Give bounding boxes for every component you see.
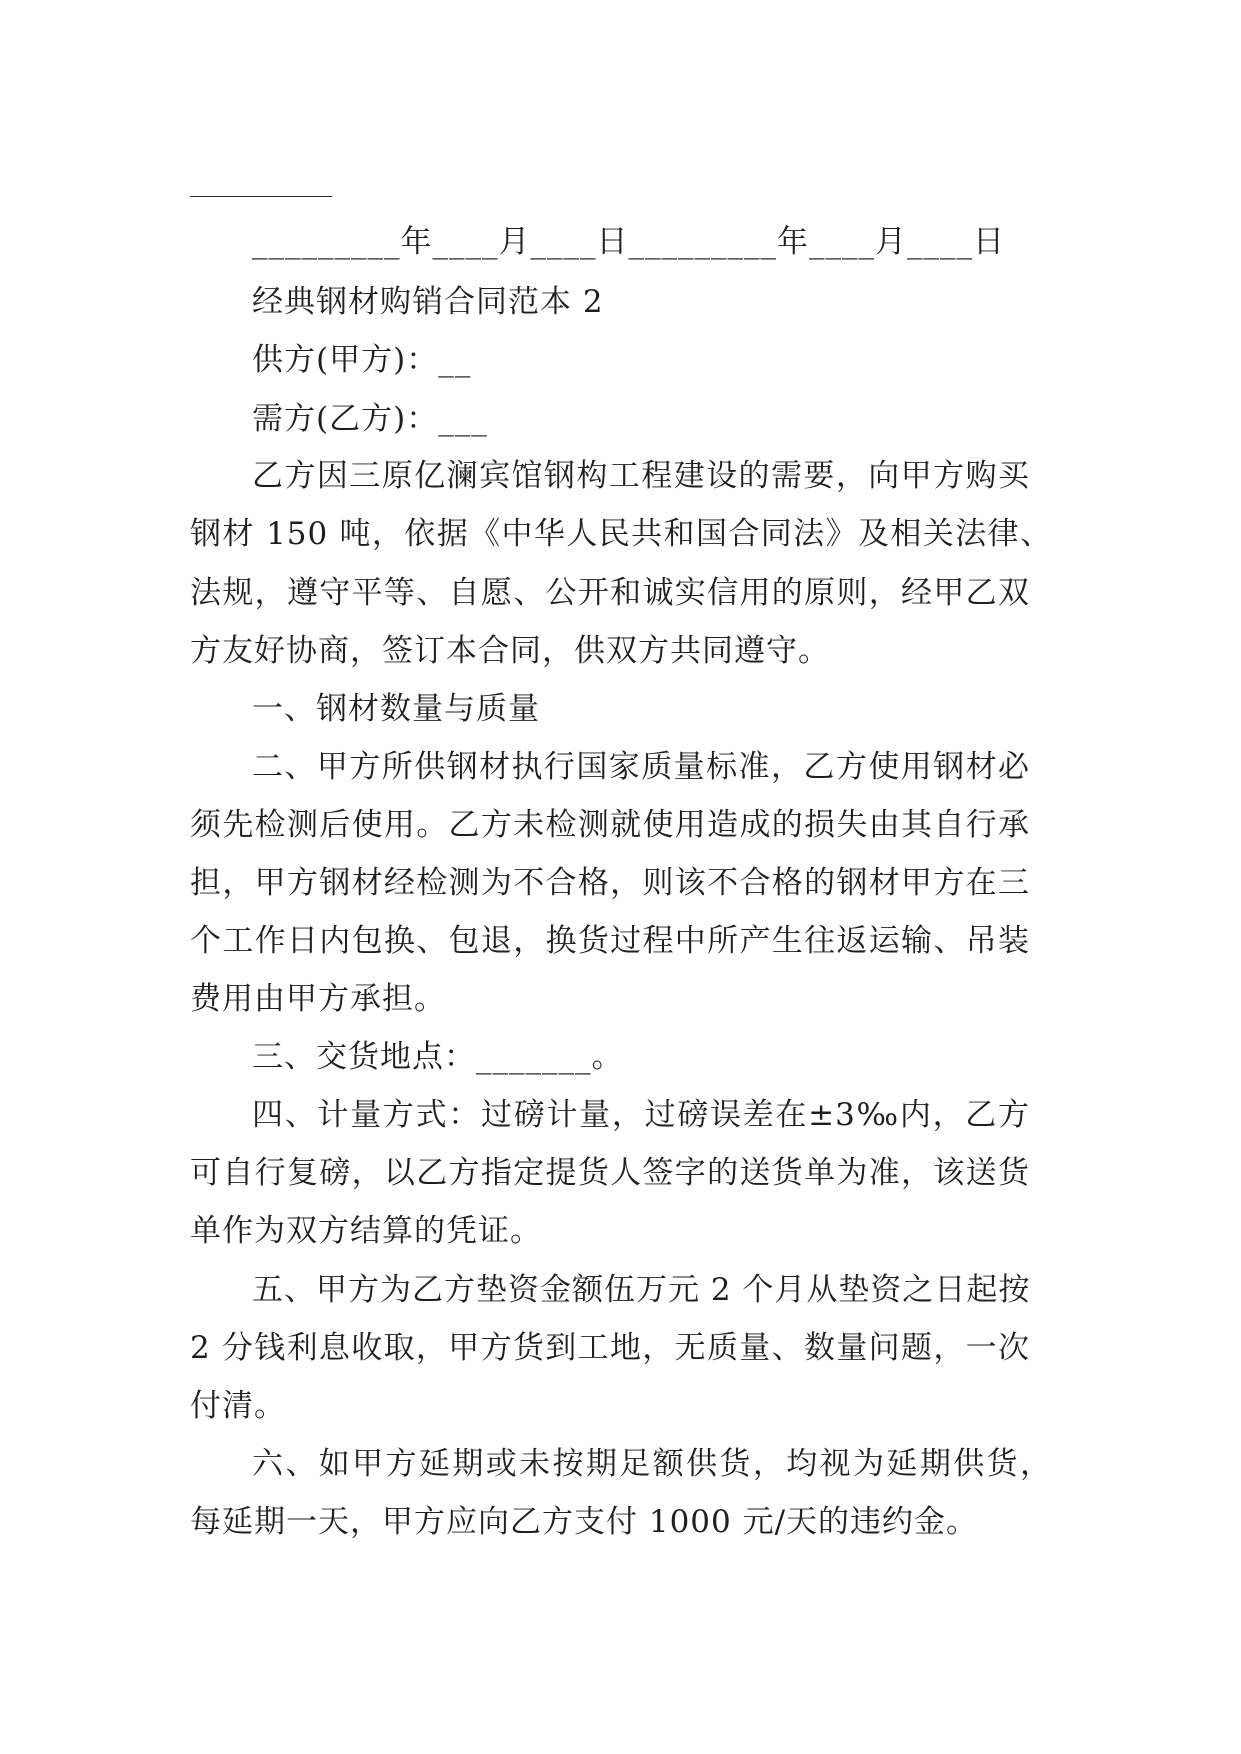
document-title: 经典钢材购销合同范本 2 <box>252 284 604 320</box>
section-4-line-2: 可自行复磅，以乙方指定提货人签字的送货单为准，该送货 <box>190 1155 1030 1191</box>
section-5-line-2: 2 分钱利息收取，甲方货到工地，无质量、数量问题，一次 <box>190 1330 1030 1366</box>
section-3-line: 三、交货地点：_______。 <box>252 1039 624 1075</box>
section-2-line-2: 须先检测后使用。乙方未检测就使用造成的损失由其自行承 <box>190 807 1030 843</box>
section-2-line-1: 二、甲方所供钢材执行国家质量标准，乙方使用钢材必 <box>252 749 1030 785</box>
section-5-line-3: 付清。 <box>190 1388 286 1424</box>
section-2-line-5: 费用由甲方承担。 <box>190 981 446 1017</box>
section-4-line-3: 单作为双方结算的凭证。 <box>190 1213 542 1249</box>
intro-line-3: 法规，遵守平等、自愿、公开和诚实信用的原则，经甲乙双 <box>190 575 1030 611</box>
buyer-line: 需方(乙方)：___ <box>252 401 488 437</box>
supplier-line: 供方(甲方)：__ <box>252 342 472 378</box>
signature-blank-line <box>190 196 332 197</box>
intro-line-4: 方友好协商，签订本合同，供双方共同遵守。 <box>190 633 830 669</box>
section-2-line-3: 担，甲方钢材经检测为不合格，则该不合格的钢材甲方在三 <box>190 865 1030 901</box>
section-4-line-1: 四、计量方式：过磅计量，过磅误差在±3‰内，乙方 <box>252 1097 1030 1133</box>
section-2-line-4: 个工作日内包换、包退，换货过程中所产生往返运输、吊装 <box>190 923 1030 959</box>
intro-line-1: 乙方因三原亿澜宾馆钢构工程建设的需要，向甲方购买 <box>252 458 1030 494</box>
section-6-line-2: 每延期一天，甲方应向乙方支付 1000 元/天的违约金。 <box>190 1504 979 1540</box>
section-1-heading: 一、钢材数量与质量 <box>252 691 540 727</box>
section-5-line-1: 五、甲方为乙方垫资金额伍万元 2 个月从垫资之日起按 <box>252 1272 1031 1308</box>
intro-line-2: 钢材 150 吨，依据《中华人民共和国合同法》及相关法律、 <box>190 516 1052 552</box>
section-6-line-1: 六、如甲方延期或未按期足额供货，均视为延期供货， <box>252 1446 1052 1482</box>
date-line: _________年____月____日_________年____月____日 <box>252 224 1005 260</box>
